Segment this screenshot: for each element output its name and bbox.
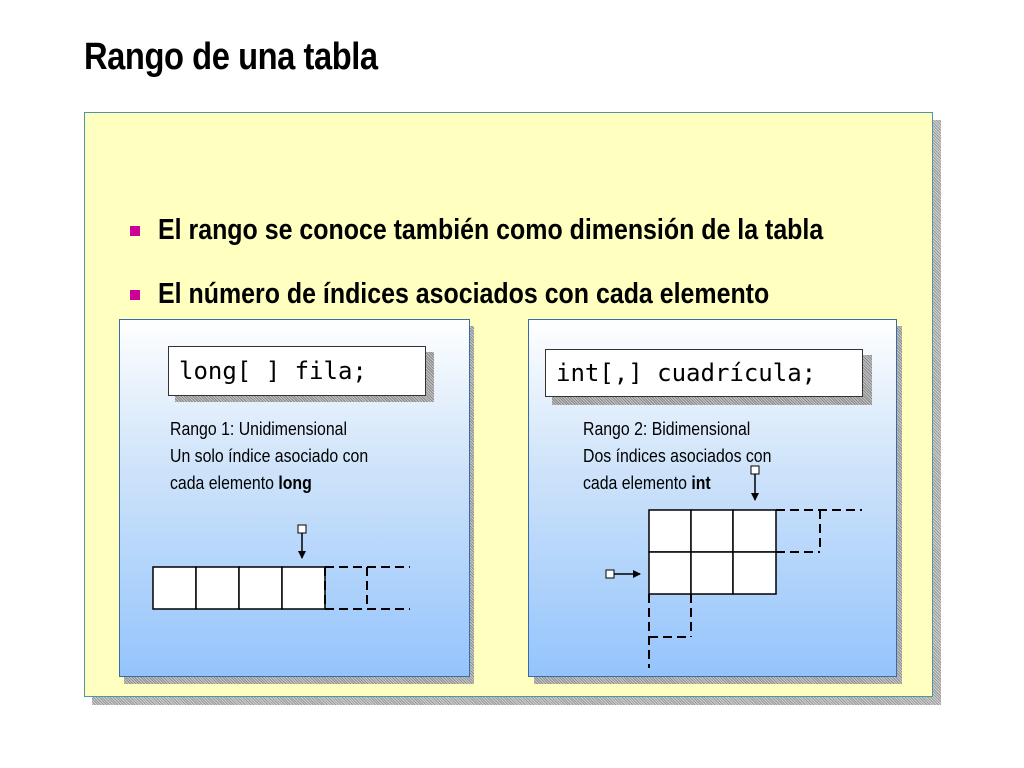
two-dimensional-array [649,510,776,594]
right-code-declaration: int[,] cuadrícula; [545,349,863,397]
left-rank-label: Rango 1: Unidimensional [170,419,347,439]
right-index-label: Dos índices asociados con [583,446,772,466]
array-cell [153,567,196,609]
left-index-label: Un solo índice asociado con [170,446,369,466]
array-cell [649,552,691,594]
two-dimensional-row-extension [649,594,691,668]
bullet-text-2: El número de índices asociados con cada elemento [158,278,770,310]
array-cell [196,567,239,609]
index-square-icon [751,466,759,474]
slide-title: Rango de una tabla [84,36,378,78]
array-cell [691,552,733,594]
left-element-label: cada elemento long [170,473,312,493]
index-square-icon [298,525,306,533]
one-dimensional-array [153,567,325,609]
one-dimensional-index-pointer [298,525,306,558]
right-rank-label: Rango 2: Bidimensional [583,419,751,439]
right-type-keyword: int [691,473,711,493]
two-dimensional-row-pointer [606,570,640,578]
right-element-label: cada elemento int [583,473,711,493]
one-dimensional-array-extension [325,567,410,609]
array-cell [691,510,733,552]
two-dimensional-column-pointer [751,466,759,500]
array-cell [282,567,325,609]
index-square-icon [606,570,614,578]
array-cell [733,510,776,552]
array-cell [733,552,776,594]
array-cell [649,510,691,552]
array-cell [239,567,282,609]
bullet-text-1: El rango se conoce también como dimensión de la tabla [158,214,824,246]
left-type-keyword: long [278,473,312,493]
two-dimensional-column-extension [776,510,862,552]
left-code-declaration: long[ ] fila; [168,346,426,396]
